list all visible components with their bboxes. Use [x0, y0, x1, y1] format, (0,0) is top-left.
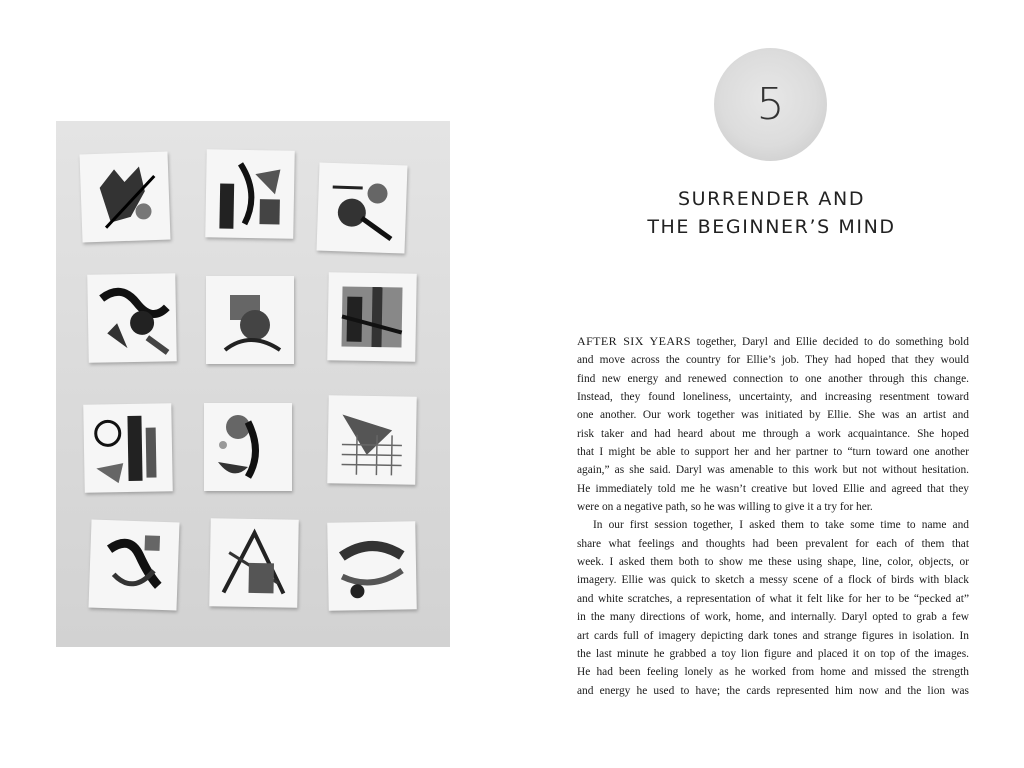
art-card	[209, 518, 299, 608]
body-line: Instead, they found loneliness, uncertainty, and increasing resentment toward	[577, 391, 969, 404]
art-card	[316, 162, 407, 253]
art-card	[205, 149, 295, 239]
body-line: were on a negative path, so he was willing to give it a try for her.	[577, 501, 873, 514]
body-line: the last minute he grabbed a toy lion figure and placed it on top of the images.	[577, 647, 969, 660]
body-line: risk taker and had heard about me through a work acquaintance. She hoped	[577, 427, 969, 440]
chapter-title	[610, 185, 933, 241]
body-line: In our first session together, I asked them to take some time to name and	[593, 519, 969, 532]
body-line: in the many directions of work, home, and internally. Daryl opted to grab a few	[577, 611, 969, 624]
body-line: find new energy and renewed connection to one another through this change.	[577, 372, 969, 385]
chapter-number-badge	[714, 48, 827, 161]
art-card	[327, 395, 417, 485]
body-line: imagery. Ellie was quick to sketch a messy scene of a flock of birds with black	[577, 574, 969, 587]
art-card	[79, 151, 170, 242]
body-line: one another. Our work together was initiated by Ellie. She was an artist and	[577, 409, 969, 422]
art-card	[83, 403, 173, 493]
body-line	[577, 332, 969, 351]
body-line: that I might be able to support her and her partner to “turn toward one another	[577, 446, 969, 459]
body-line: and energy he used to have; the cards represented him now and the lion was	[577, 684, 969, 697]
body-line: and move across the country for Ellie’s job. They had hoped that they would	[577, 354, 969, 367]
body-line: art cards full of imagery depicting dark tones and strange figures in isolation. In	[577, 629, 969, 642]
art-card	[327, 521, 417, 611]
body-line: He had been feeling lonely as he worked from home and missed the strength	[577, 666, 969, 679]
chapter-number: 5	[756, 79, 785, 130]
chapter-body	[577, 332, 969, 700]
body-line: again,” as she said. Daryl was amenable to this work but not without hesitation.	[577, 464, 969, 477]
art-card	[204, 403, 292, 491]
body-line-text: together, Daryl and Ellie decided to do something bold	[690, 336, 970, 348]
body-line: and white scratches, a representation of what it felt like for her to be “pecked at”	[577, 592, 969, 605]
lead-in-caps: AFTER SIX YEARS	[577, 334, 691, 348]
art-card	[88, 519, 179, 610]
chapter-title-line: THE BEGINNER’S MIND	[647, 215, 896, 238]
body-line: share what feelings and thoughts had been prevalent for each of them that	[577, 537, 969, 550]
body-line: He immediately told me he wasn’t creative but loved Ellie and agreed that they	[577, 482, 969, 495]
art-card	[206, 276, 294, 364]
art-card	[327, 272, 417, 362]
art-cards-photo	[56, 121, 450, 647]
chapter-title-line: SURRENDER AND	[677, 187, 866, 210]
body-line: week. I asked them both to show me these using shape, line, color, objects, or	[577, 556, 969, 569]
art-card	[87, 273, 177, 363]
